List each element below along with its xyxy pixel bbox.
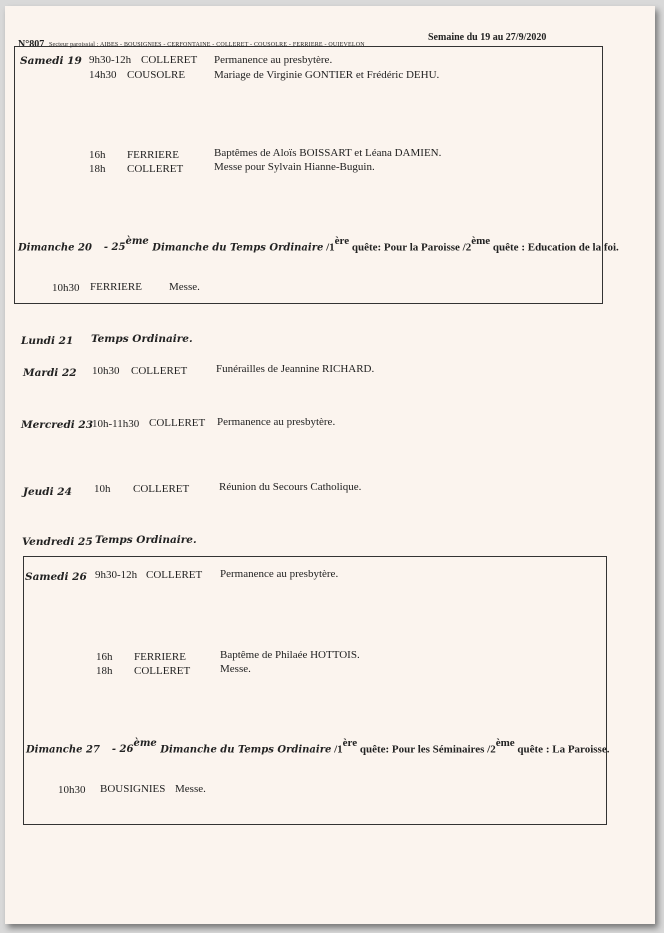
quete-2: quête : Education de la foi. [490, 241, 619, 254]
day-saturday-19: Samedi 19 [20, 55, 82, 67]
event-description: Permanence au presbytère. [217, 416, 336, 428]
day-wednesday-23: Mercredi 23 [21, 419, 94, 431]
sunday-number-suffix: ème [133, 738, 157, 749]
day-monday-21: Lundi 21 [21, 335, 74, 347]
event-time: 10h30 [52, 282, 80, 294]
event-time: 9h30-12h [95, 569, 138, 581]
liturgical-time: Temps Ordinaire. [91, 333, 193, 345]
event-place: FERRIERE [90, 281, 142, 293]
quete-1-prefix: /1 [331, 743, 343, 756]
day-saturday-26: Samedi 26 [25, 571, 87, 583]
event-description: Permanence au presbytère. [214, 54, 333, 66]
quete-2-suffix: ème [471, 235, 491, 247]
quete-1: quête: Pour les Séminaires [357, 743, 485, 756]
event-place: COLLERET [133, 483, 190, 495]
event-place: COLLERET [149, 417, 206, 429]
sunday-27-heading [26, 737, 609, 757]
event-place: COLLERET [127, 163, 184, 175]
event-description: Mariage de Virginie GONTIER et Frédéric DEHU. [214, 69, 440, 81]
sector-list: Secteur paroissial : AIBES - BOUSIGNIES - CERFONTAINE - COLLERET - COUSOLRE - FERRIERE - QUIEVELON [49, 42, 365, 48]
event-place: COLLERET [141, 54, 198, 66]
week-range: Semaine du 19 au 27/9/2020 [428, 32, 547, 43]
weekend-box-1 [14, 46, 603, 304]
event-time: 9h30-12h [89, 54, 132, 66]
bulletin-number: N°807 [18, 39, 45, 50]
event-time: 18h [96, 665, 113, 677]
sunday-number: - 26 [111, 744, 134, 756]
event-time: 14h30 [89, 69, 117, 81]
day-thursday-24: Jeudi 24 [23, 486, 72, 498]
event-description: Messe. [169, 281, 200, 293]
event-description: Funérailles de Jeannine RICHARD. [216, 363, 375, 375]
sunday-number: - 25 [103, 242, 126, 254]
event-description: Baptême de Philaée HOTTOIS. [220, 649, 360, 661]
event-place: COLLERET [146, 569, 203, 581]
event-time: 16h [89, 149, 106, 161]
sunday-20-heading [18, 235, 619, 255]
event-description: Baptêmes de Aloïs BOISSART et Léana DAMIEN. [214, 147, 442, 159]
quete-2: quête : La Paroisse. [514, 743, 610, 756]
event-place: COLLERET [131, 365, 188, 377]
quete-2-suffix: ème [495, 737, 515, 749]
event-time: 10h30 [58, 784, 86, 796]
event-time: 10h [94, 483, 111, 495]
event-place: FERRIERE [127, 149, 179, 161]
day-tuesday-22: Mardi 22 [23, 367, 77, 379]
quete-2-prefix: /2 [459, 241, 472, 254]
event-place: COLLERET [134, 665, 191, 677]
event-time: 16h [96, 651, 113, 663]
quete-1-suffix: ère [342, 737, 358, 749]
event-description: Réunion du Secours Catholique. [219, 481, 362, 493]
event-time: 10h-11h30 [92, 418, 140, 430]
bulletin-page [5, 6, 655, 924]
event-description: Messe pour Sylvain Hianne-Buguin. [214, 161, 375, 173]
event-place: BOUSIGNIES [100, 783, 166, 795]
event-description: Permanence au presbytère. [220, 568, 339, 580]
day-sunday-20: Dimanche 20 [18, 242, 92, 254]
quete-2-prefix: /2 [484, 743, 496, 756]
event-place: FERRIERE [134, 651, 186, 663]
quete-1-suffix: ère [334, 235, 350, 247]
quete-1: quête: Pour la Paroisse [349, 241, 460, 254]
event-time: 10h30 [92, 365, 120, 377]
sunday-title: Dimanche du Temps Ordinaire [148, 242, 324, 254]
day-sunday-27: Dimanche 27 [26, 744, 100, 756]
event-time: 18h [89, 163, 106, 175]
event-description: Messe. [175, 783, 206, 795]
liturgical-time: Temps Ordinaire. [95, 534, 197, 546]
event-place: COUSOLRE [127, 69, 186, 81]
sunday-title: Dimanche du Temps Ordinaire [156, 744, 332, 756]
day-friday-25: Vendredi 25 [22, 536, 93, 548]
sunday-number-suffix: ème [125, 236, 149, 247]
event-description: Messe. [220, 663, 251, 675]
quete-1-prefix: /1 [323, 241, 335, 254]
